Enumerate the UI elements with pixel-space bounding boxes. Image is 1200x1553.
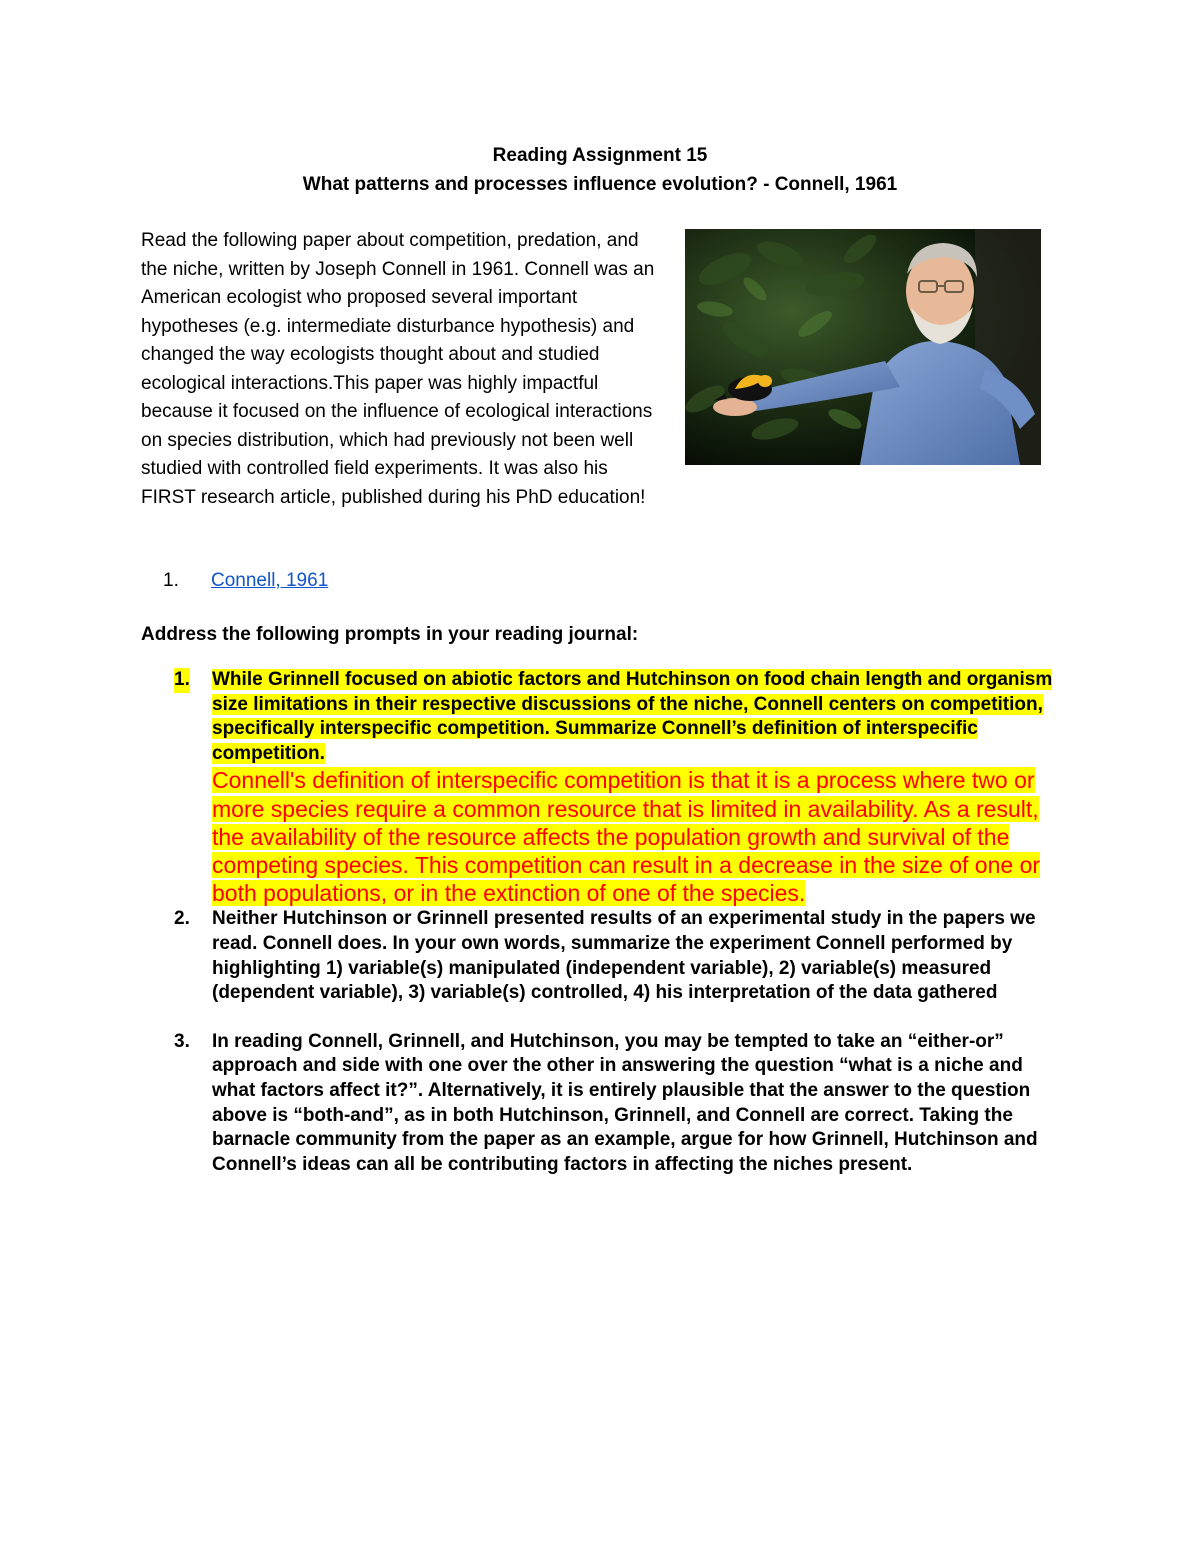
spacer: [141, 1006, 1061, 1030]
assignment-subtitle: What patterns and processes influence evolution? - Connell, 1961: [302, 174, 898, 195]
prompt-text: Neither Hutchinson or Grinnell presented results of an experimental study in the papers we read. Connell does. In your own words, summarize the experiment Connell performed by highlighting 1) variable(s) manipulated (independent variable), 2) variable(s) measured (dependent variable), 3) variable(s) controlled, 4) his interpretation of the data gathered: [212, 908, 1036, 1004]
reference-item: [141, 567, 328, 595]
prompt-number: 2.: [174, 908, 190, 930]
prompt-number: 1.: [174, 668, 190, 693]
prompts-heading: Address the following prompts in your reading journal:: [141, 624, 639, 645]
portrait-photo: [685, 229, 1041, 465]
prompts-list: [141, 668, 1061, 1177]
assignment-title: Reading Assignment 15: [492, 145, 708, 166]
prompt-text: In reading Connell, Grinnell, and Hutchinson, you may be tempted to take an “either-or” approach and side with one over the other in answering the question “what is a niche and what factors affect it?”. Alternatively, it is entirely plausible that the answer to the question above is “both-and”, as in both Hutchinson, Grinnell, and Connell are correct. Taking the barnacle community from the paper as an example, argue for how Grinnell, Hutchinson and Connell’s ideas can all be contributing factors in affecting the niches present.: [212, 1030, 1038, 1175]
intro-section: [141, 227, 1041, 512]
prompt-text: While Grinnell focused on abiotic factors and Hutchinson on food chain length and organism size limitations in their respective discussions of the niche, Connell centers on competition, specifically interspecific competition. Summarize Connell’s definition of interspecific competition.: [212, 669, 1053, 764]
intro-paragraph: Read the following paper about competition, predation, and the niche, written by Joseph Connell in 1961. Connell was an American ecologist who proposed several important hypotheses (e.g. intermediate disturbance hypothesis) and changed the way ecologists thought about and studied ecological interactions.This paper was highly impactful because it focused on the influence of ecological interactions on species distribution, which had previously not been well studied with controlled field experiments. It was also his FIRST research article, published during his PhD education!: [141, 230, 655, 508]
answer-text: Connell's definition of interspecific competition is that it is a process where two or more species require a common resource that is limited in availability. As a result, the availability of the resource affects the population growth and survival of the competing species. This competition can result in a decrease in the size of one or both populations, or in the extinction of one of the species.: [212, 767, 1041, 907]
connell-1961-link[interactable]: Connell, 1961: [211, 570, 329, 591]
title-block: [0, 141, 1200, 199]
prompt-number: 3.: [174, 1030, 190, 1052]
prompt-item-1: [141, 668, 1061, 907]
prompt-item-3: [141, 1030, 1061, 1178]
reference-number: 1.: [163, 570, 179, 591]
prompt-item-2: [141, 907, 1061, 1005]
reference-list: [141, 567, 328, 595]
